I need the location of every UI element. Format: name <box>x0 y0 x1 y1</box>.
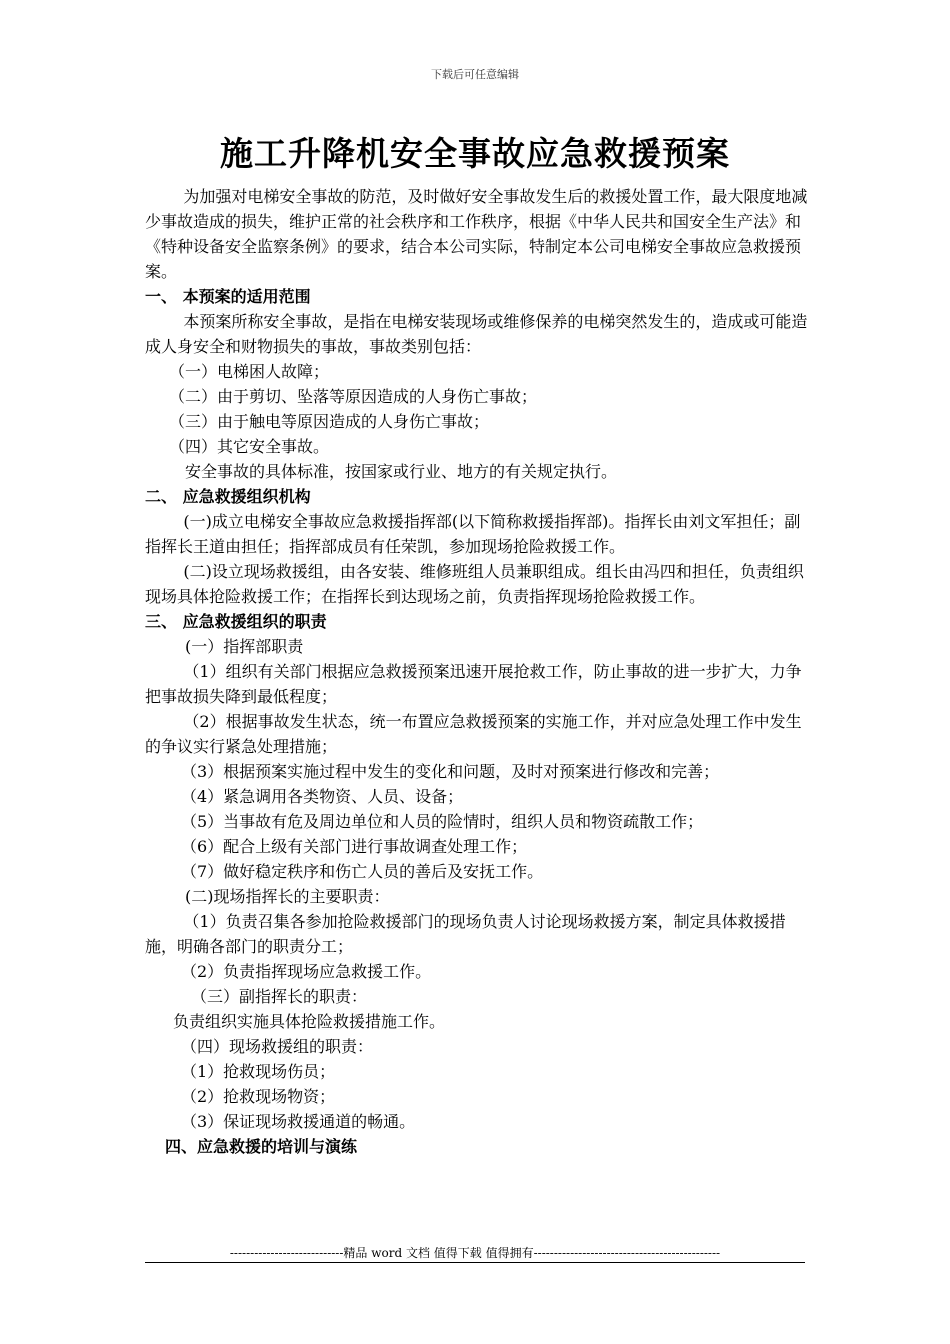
body-paragraph: (二)设立现场救援组，由各安装、维修班组人员兼职组成。组长由冯四和担任，负责组织现场具体抢险救援工作；在指挥长到达现场之前，负责指挥现场抢险救援工作。 <box>145 562 804 606</box>
list-item: （2）负责指挥现场应急救援工作。 <box>181 962 432 981</box>
body-paragraph: (一)成立电梯安全事故应急救援指挥部(以下简称救援指挥部)。指挥长由刘文军担任；副指挥长王道由担任；指挥部成员有任荣凯，参加现场抢险救援工作。 <box>145 512 801 556</box>
list-item: （1）负责召集各参加抢险救援部门的现场负责人讨论现场救援方案，制定具体救援措施，明确各部门的职责分工； <box>145 912 786 956</box>
list-item: （三）由于触电等原因造成的人身伤亡事故； <box>169 412 490 431</box>
list-item: （7）做好稳定秩序和伤亡人员的善后及安抚工作。 <box>181 862 544 881</box>
document-body <box>145 184 810 1159</box>
section-heading-4: 四、应急救援的培训与演练 <box>165 1137 358 1156</box>
list-item: （1）抢救现场伤员； <box>181 1062 336 1081</box>
footer-divider <box>145 1262 805 1263</box>
subsection-heading: (二)现场指挥长的主要职责： <box>185 887 390 906</box>
list-item: （4）紧急调用各类物资、人员、设备； <box>181 787 464 806</box>
list-item: （二）由于剪切、坠落等原因造成的人身伤亡事故； <box>169 387 538 406</box>
subsection-heading: (一）指挥部职责 <box>185 637 304 656</box>
section-heading-2: 二、 应急救援组织机构 <box>145 487 311 506</box>
body-paragraph: 负责组织实施具体抢险救援措施工作。 <box>173 1012 446 1031</box>
list-item: （一）电梯困人故障； <box>169 362 330 381</box>
section-heading-1: 一、 本预案的适用范围 <box>145 287 311 306</box>
intro-paragraph: 为加强对电梯安全事故的防范，及时做好安全事故发生后的救援处置工作，最大限度地减少事故造成的损失，维护正常的社会秩序和工作秩序，根据《中华人民共和国安全生产法》和《特种设备安全监察条例》的要求，结合本公司实际，特制定本公司电梯安全事故应急救援预案。 <box>145 187 808 281</box>
document-title: 施工升降机安全事故应急救援预案 <box>220 134 730 173</box>
footer-text: ----------------------------精品 word 文档 值得下载 值得拥有---------------------------------------------- <box>229 1246 721 1260</box>
list-item: （1）组织有关部门根据应急救援预案迅速开展抢救工作，防止事故的进一步扩大，力争把事故损失降到最低程度； <box>145 662 802 706</box>
subsection-heading: （三）副指挥长的职责： <box>191 987 368 1006</box>
subsection-heading: （四）现场救援组的职责： <box>181 1037 374 1056</box>
list-item: （5）当事故有危及周边单位和人员的险情时，组织人员和物资疏散工作； <box>181 812 704 831</box>
list-item: （3）保证现场救援通道的畅通。 <box>181 1112 416 1131</box>
list-item: （3）根据预案实施过程中发生的变化和问题，及时对预案进行修改和完善； <box>181 762 720 781</box>
header-note: 下载后可任意编辑 <box>431 68 519 81</box>
body-paragraph: 本预案所称安全事故，是指在电梯安装现场或维修保养的电梯突然发生的，造成或可能造成人身安全和财物损失的事故，事故类别包括： <box>145 312 808 356</box>
body-paragraph: 安全事故的具体标准，按国家或行业、地方的有关规定执行。 <box>185 462 618 481</box>
list-item: （四）其它安全事故。 <box>169 437 330 456</box>
list-item: （2）抢救现场物资； <box>181 1087 336 1106</box>
list-item: （2）根据事故发生状态，统一布置应急救援预案的实施工作，并对应急处理工作中发生的争议实行紧急处理措施； <box>145 712 802 756</box>
section-heading-3: 三、 应急救援组织的职责 <box>145 612 327 631</box>
list-item: （6）配合上级有关部门进行事故调查处理工作； <box>181 837 528 856</box>
